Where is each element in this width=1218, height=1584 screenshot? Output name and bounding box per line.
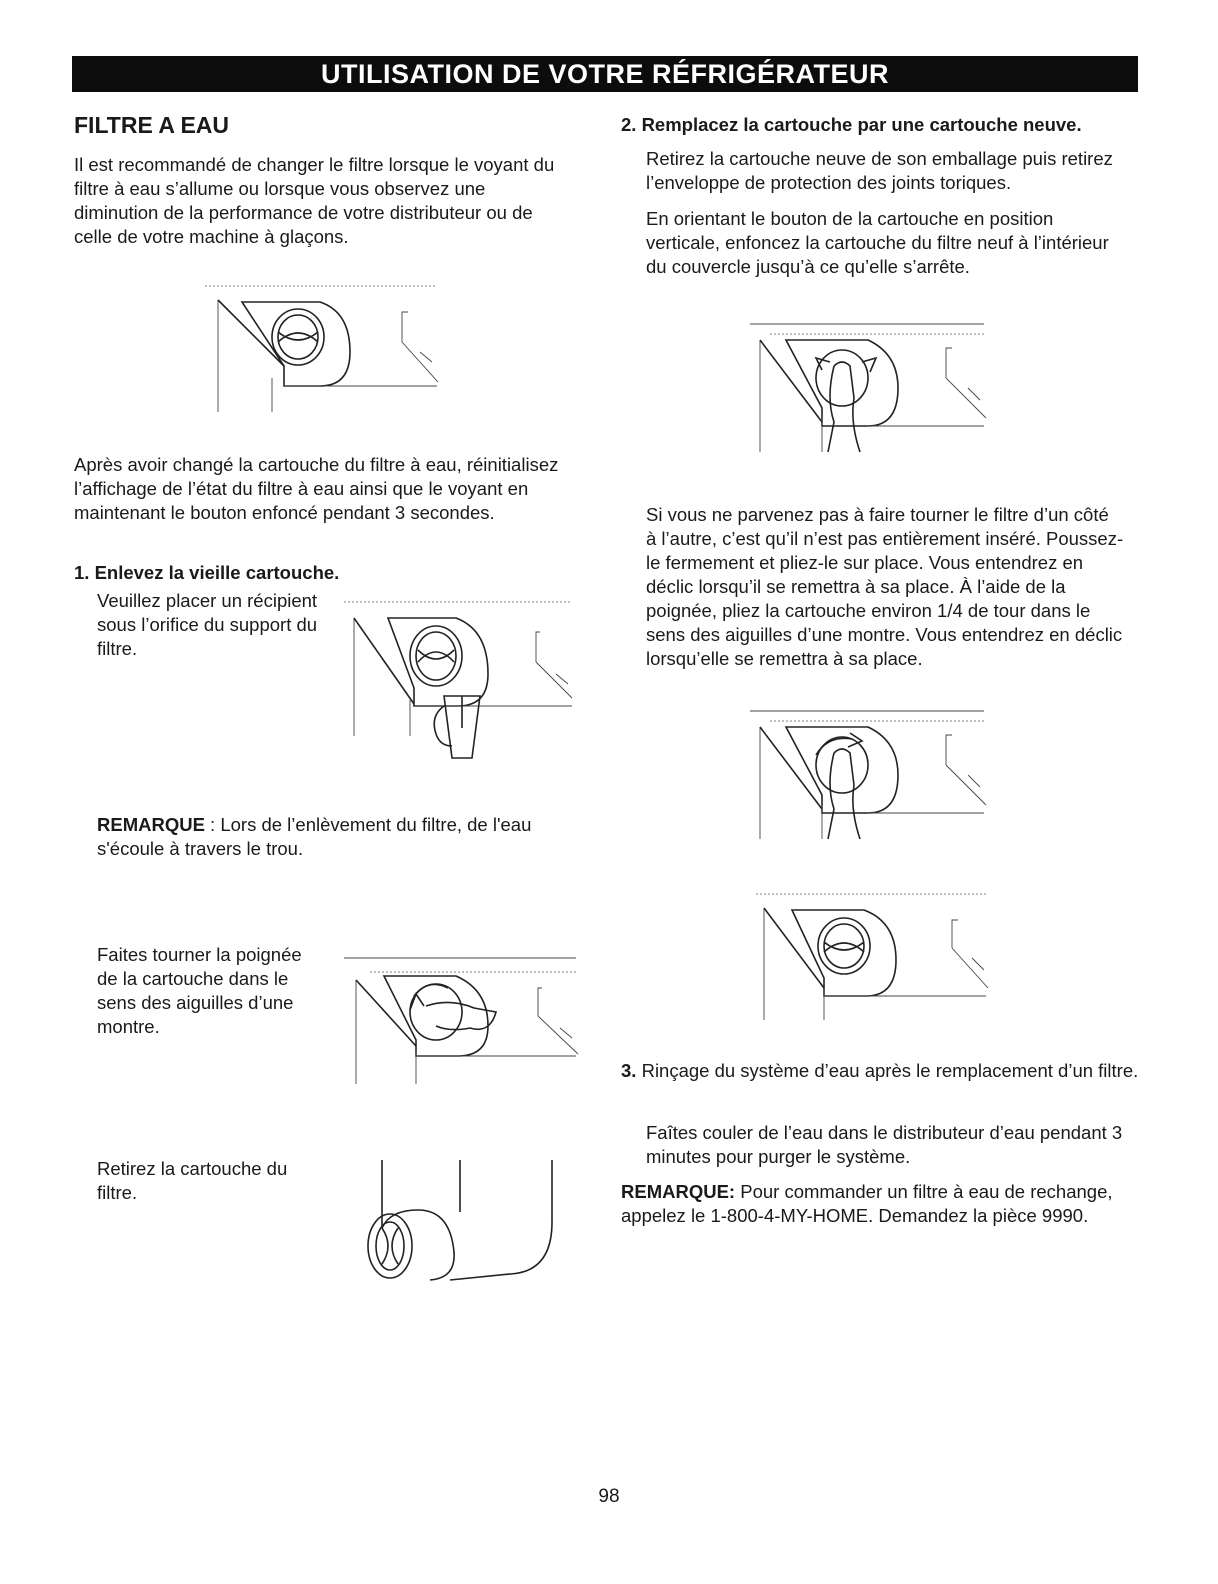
step-3-text: Faîtes couler de l’eau dans le distributeur d’eau pendant 3 minutes pour purger le système.	[646, 1122, 1123, 1167]
remarque-text: : Lors de l’enlèvement du filtre, de l'eau s'écoule à travers le trou.	[97, 814, 532, 859]
figure-container-under-filter	[340, 596, 580, 766]
step-2-text-1: Retirez la cartouche neuve de son emballage puis retirez l’enveloppe de protection des joints toriques.	[646, 148, 1113, 193]
intro-paragraph: Il est recommandé de changer le filtre lorsque le voyant du filtre à eau s’allume ou lorsque vous observez une diminution de la performance de votre distributeur ou de celle de votre machine à glaçons.	[74, 154, 555, 247]
remarque-right	[621, 1180, 1126, 1228]
remove-cartridge-text: Retirez la cartouche du filtre.	[97, 1158, 288, 1203]
remarque-right-label: REMARQUE:	[621, 1181, 736, 1202]
figure-quarter-turn	[750, 705, 990, 845]
remarque-label: REMARQUE	[97, 814, 205, 835]
step-1-title: 1. Enlevez la vieille cartouche.	[74, 562, 340, 583]
figure-cartridge-installed	[752, 890, 992, 1022]
remarque-left	[97, 813, 579, 861]
reset-paragraph: Après avoir changé la cartouche du filtre à eau, réinitialisez l’affichage de l’état du filtre à eau ainsi que le voyant en maintenant le bouton enfoncé pendant 3 secondes.	[74, 454, 559, 523]
figure-remove-cartridge	[350, 1152, 565, 1282]
page-title: UTILISATION DE VOTRE RÉFRIGÉRATEUR	[72, 56, 1138, 92]
step-3-title: Rinçage du système d’eau après le remplacement d’un filtre.	[636, 1060, 1139, 1081]
step-3-number: 3.	[621, 1060, 637, 1081]
step-2-title: 2. Remplacez la cartouche par une cartouche neuve.	[621, 114, 1082, 135]
section-heading: FILTRE A EAU	[74, 112, 230, 138]
turn-handle-text: Faites tourner la poignée de la cartouche dans le sens des aiguilles d’une montre.	[97, 944, 302, 1037]
turn-note-paragraph: Si vous ne parvenez pas à faire tourner le filtre d’un côté à l’autre, c’est qu’il n’est pas entièrement inséré. Poussez-le fermement et pliez-le sur place. Vous entendrez en déclic lorsqu’il se remettra à sa place. À l’aide de la poignée, pliez la cartouche environ 1/4 de tour dans le sens des aiguilles d’une montre. Vous entendrez en déclic lorsqu’elle se remettra à sa place.	[646, 504, 1124, 669]
step-3	[621, 1059, 1141, 1083]
step-2-text-2: En orientant le bouton de la cartouche en position verticale, enfoncez la cartouche du filtre neuf à l’intérieur du couvercle jusqu’à ce qu’elle s’arrête.	[646, 208, 1109, 277]
figure-turn-handle	[340, 950, 585, 1088]
remarque-right-text: Pour commander un filtre à eau de rechange, appelez le 1-800-4-MY-HOME. Demandez la pièce 9990.	[621, 1181, 1113, 1226]
page-number: 98	[598, 1486, 620, 1507]
figure-filter-housing	[190, 282, 450, 414]
step-1-text: Veuillez placer un récipient sous l’orifice du support du filtre.	[97, 590, 318, 659]
figure-insert-cartridge	[750, 318, 990, 458]
